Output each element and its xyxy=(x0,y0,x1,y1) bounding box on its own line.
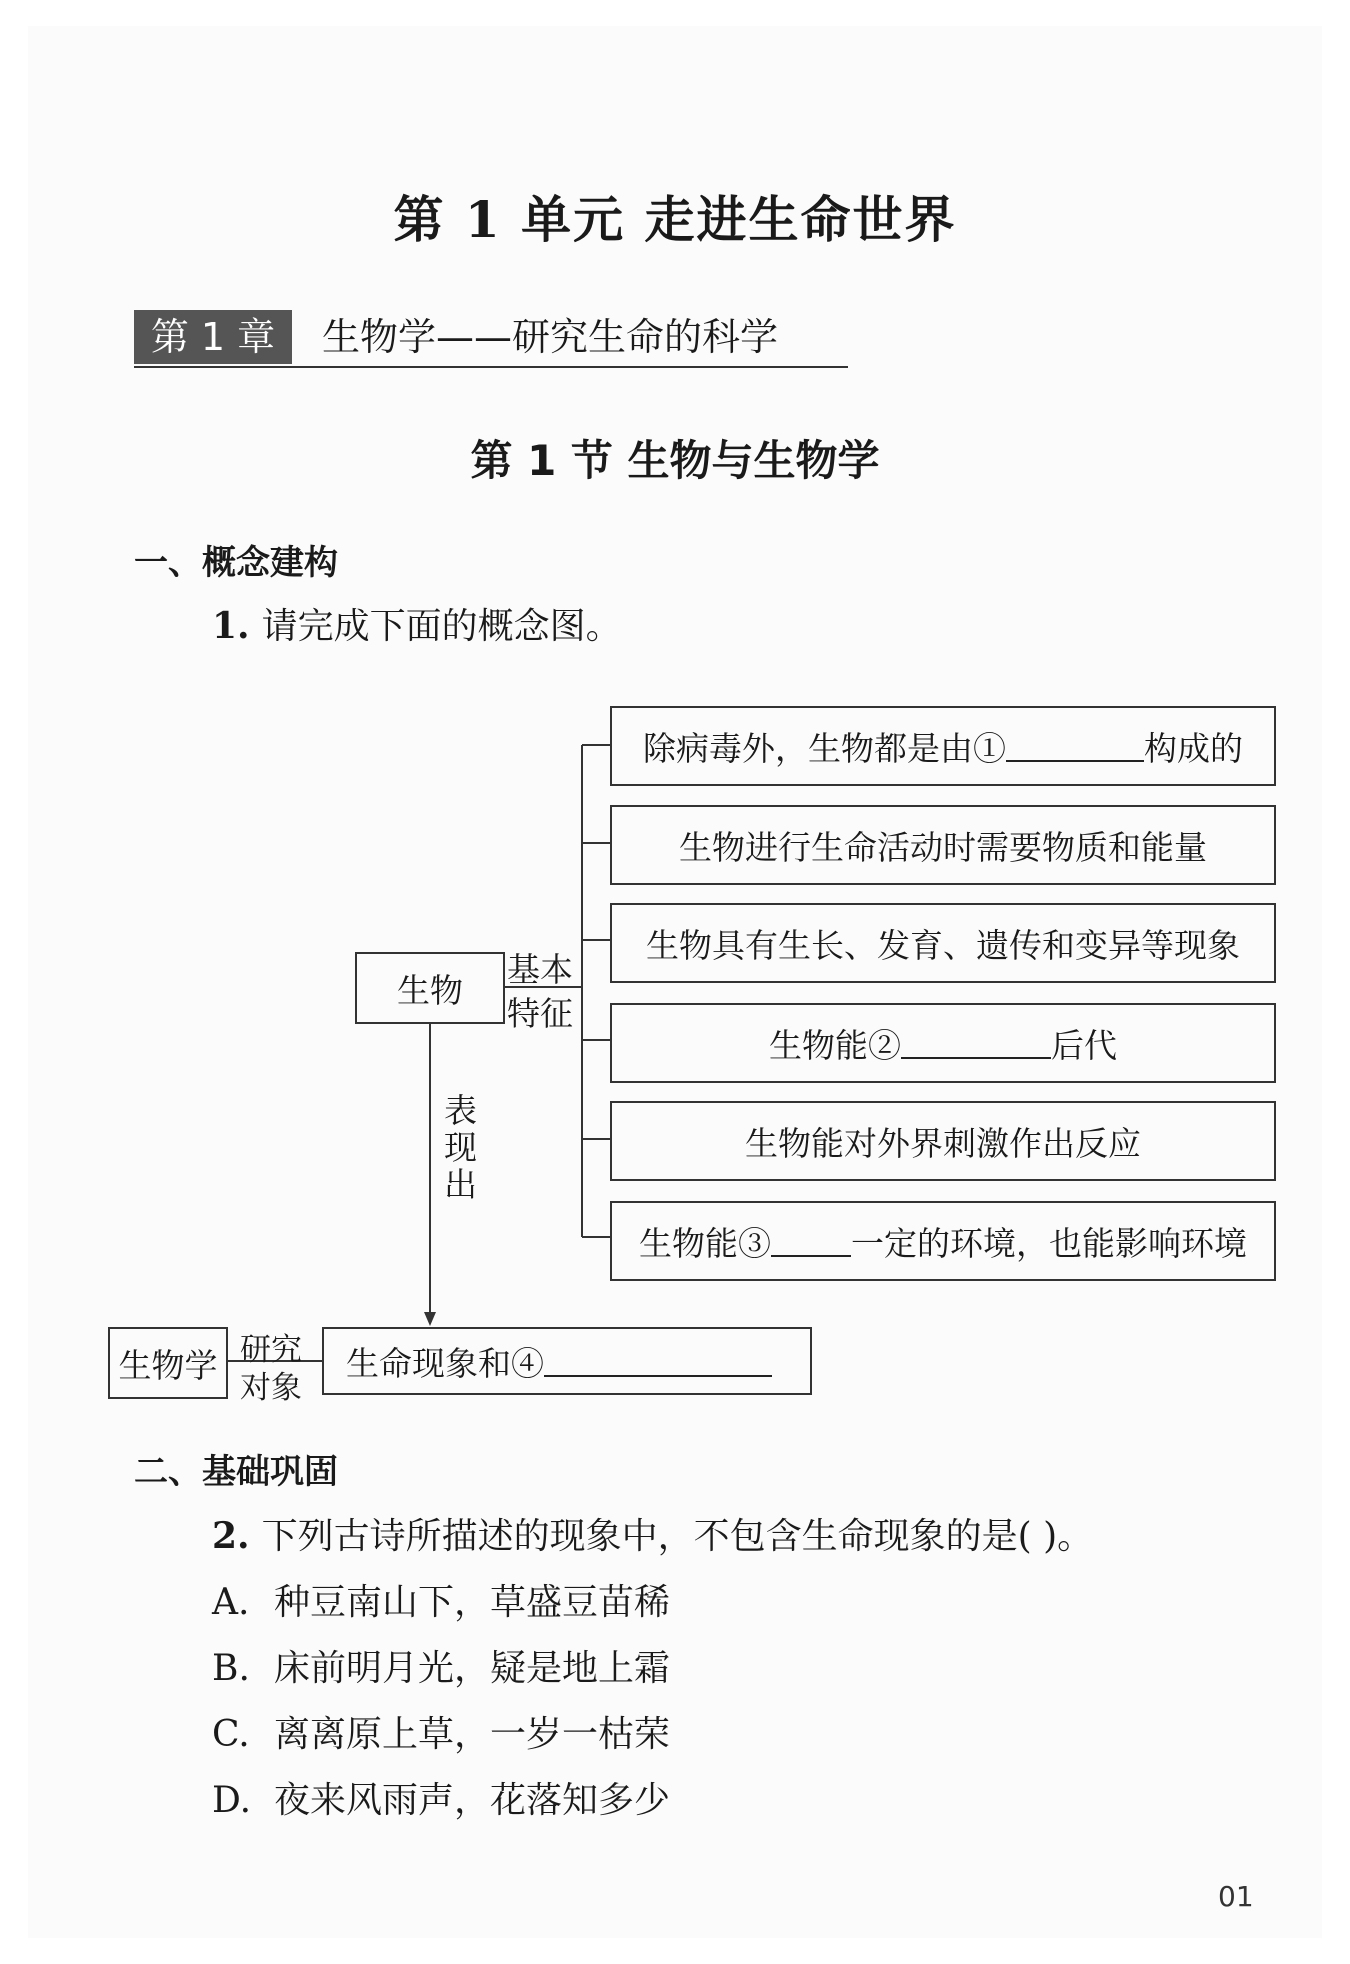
blank-1[interactable] xyxy=(1006,730,1144,762)
question-1-text: 请完成下面的概念图。 xyxy=(261,606,622,647)
chapter-title: 生物学——研究生命的科学 xyxy=(322,315,779,359)
feature-3-box: 生物具有生长、发育、遗传和变异等现象 xyxy=(610,903,1276,983)
organism-box: 生物 xyxy=(355,952,505,1024)
part2-heading: 二、基础巩固 xyxy=(134,1452,338,1492)
question-2-text: 下列古诗所描述的现象中，不包含生命现象的是( )。 xyxy=(261,1516,1094,1557)
basic-features-label-2: 特征 xyxy=(507,994,573,1033)
option-b[interactable]: B. 床前明月光，疑是地上霜 xyxy=(212,1648,671,1689)
biology-box: 生物学 xyxy=(108,1327,228,1399)
feature-4-box: 生物能② 后代 xyxy=(610,1003,1276,1083)
option-d[interactable]: D. 夜来风雨声，花落知多少 xyxy=(212,1780,671,1821)
blank-2[interactable] xyxy=(901,1027,1051,1059)
option-a[interactable]: A. 种豆南山下，草盛豆苗稀 xyxy=(212,1582,671,1623)
unit-title: 第 1 单元 走进生命世界 xyxy=(393,190,957,249)
basic-features-label-1: 基本 xyxy=(507,950,573,989)
shows-arrow-head xyxy=(424,1312,436,1326)
feature-1-box: 除病毒外，生物都是由① 构成的 xyxy=(610,706,1276,786)
research-object-box: 生命现象和④ xyxy=(322,1327,812,1395)
feature-6-box: 生物能③ 一定的环境，也能影响环境 xyxy=(610,1201,1276,1281)
question-2 xyxy=(212,1508,1093,1559)
part1-heading: 一、概念建构 xyxy=(134,543,338,583)
feature-5-box: 生物能对外界刺激作出反应 xyxy=(610,1101,1276,1181)
shows-label: 表 现 出 xyxy=(444,1091,477,1204)
option-c[interactable]: C. 离离原上草，一岁一枯荣 xyxy=(212,1714,671,1755)
page-number: 01 xyxy=(1218,1880,1254,1913)
chapter-tag: 第 1 章 xyxy=(134,310,292,364)
research-label-1: 研究 xyxy=(240,1332,302,1368)
blank-4[interactable] xyxy=(544,1345,772,1377)
question-2-number: 2. xyxy=(212,1515,250,1557)
feature-2-box: 生物进行生命活动时需要物质和能量 xyxy=(610,805,1276,885)
question-1-number: 1. xyxy=(212,605,250,647)
section-title: 第 1 节 生物与生物学 xyxy=(470,436,880,485)
research-label-2: 对象 xyxy=(240,1370,302,1406)
blank-3[interactable] xyxy=(771,1225,851,1257)
